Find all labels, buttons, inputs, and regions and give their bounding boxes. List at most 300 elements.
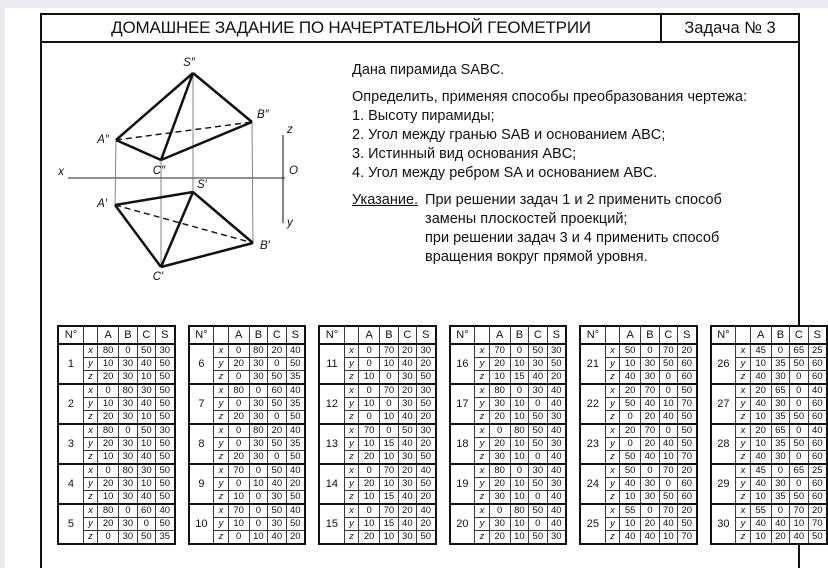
coord-value: 70 bbox=[659, 464, 677, 478]
coord-value: 10 bbox=[510, 518, 528, 531]
coord-label: z bbox=[475, 411, 489, 425]
coord-value: 10 bbox=[750, 531, 771, 545]
coord-value: 0 bbox=[771, 344, 789, 358]
coord-value: 50 bbox=[529, 478, 547, 491]
label-A2: A″ bbox=[97, 134, 109, 146]
coord-value: 60 bbox=[678, 371, 697, 385]
coord-value: 70 bbox=[489, 344, 510, 358]
frontal-projection bbox=[116, 73, 252, 160]
coord-value: 10 bbox=[620, 518, 641, 531]
variant-number: 23 bbox=[580, 424, 605, 464]
coord-label: z bbox=[605, 371, 619, 385]
coord-value: 10 bbox=[359, 371, 380, 385]
coord-value: 20 bbox=[489, 438, 510, 451]
coord-value: 20 bbox=[771, 531, 789, 545]
coord-value: 40 bbox=[286, 504, 305, 518]
coord-label: y bbox=[605, 478, 619, 491]
coord-value: 60 bbox=[808, 478, 827, 491]
coord-value: 50 bbox=[790, 491, 808, 505]
coord-value: 60 bbox=[808, 438, 827, 451]
coord-value: 20 bbox=[641, 518, 659, 531]
note-label: Указание. bbox=[352, 192, 419, 208]
coord-value: 50 bbox=[156, 451, 175, 465]
coord-value: 0 bbox=[359, 358, 380, 371]
label-origin: O bbox=[289, 165, 298, 177]
variant-number: 14 bbox=[319, 464, 344, 504]
coord-value: 50 bbox=[156, 464, 175, 478]
coord-value: 10 bbox=[359, 518, 380, 531]
coord-value: 30 bbox=[489, 491, 510, 505]
document-page bbox=[5, 8, 828, 568]
header-n: N° bbox=[189, 326, 214, 344]
header-C: C bbox=[790, 326, 808, 344]
variant-number: 27 bbox=[711, 384, 736, 424]
coord-value: 30 bbox=[641, 491, 659, 505]
coord-value: 0 bbox=[380, 424, 398, 438]
coord-value: 20 bbox=[417, 358, 436, 371]
coord-value: 50 bbox=[529, 531, 547, 545]
variant-number: 2 bbox=[58, 384, 83, 424]
coord-label: x bbox=[605, 504, 619, 518]
variant-number: 3 bbox=[58, 424, 83, 464]
coord-value: 20 bbox=[489, 531, 510, 545]
header-coord bbox=[83, 326, 97, 344]
coord-value: 30 bbox=[119, 438, 137, 451]
coord-value: 40 bbox=[286, 344, 305, 358]
coord-value: 60 bbox=[808, 358, 827, 371]
coord-value: 10 bbox=[489, 371, 510, 385]
coord-value: 50 bbox=[156, 398, 175, 411]
coord-value: 0 bbox=[489, 424, 510, 438]
coord-value: 50 bbox=[790, 411, 808, 425]
coord-value: 30 bbox=[156, 424, 175, 438]
coord-value: 10 bbox=[750, 491, 771, 505]
coord-value: 30 bbox=[641, 358, 659, 371]
coord-label: z bbox=[475, 531, 489, 545]
coord-value: 30 bbox=[119, 518, 137, 531]
header-A: A bbox=[228, 326, 249, 344]
coord-value: 40 bbox=[398, 411, 416, 425]
coord-value: 10 bbox=[228, 518, 249, 531]
coord-value: 0 bbox=[489, 504, 510, 518]
coord-value: 10 bbox=[137, 478, 155, 491]
coord-value: 20 bbox=[417, 411, 436, 425]
coord-value: 55 bbox=[620, 504, 641, 518]
coord-value: 20 bbox=[678, 464, 697, 478]
note-line-1: При решении задач 1 и 2 применить способ bbox=[425, 192, 722, 208]
coord-value: 65 bbox=[771, 384, 789, 398]
coord-label: z bbox=[214, 531, 228, 545]
coord-value: 50 bbox=[659, 491, 677, 505]
page-title: ДОМАШНЕЕ ЗАДАНИЕ ПО НАЧЕРТАТЕЛЬНОЙ ГЕОМЕТРИИ bbox=[111, 18, 591, 37]
coord-value: 10 bbox=[137, 438, 155, 451]
coord-value: 0 bbox=[510, 344, 528, 358]
header-S: S bbox=[417, 326, 436, 344]
coord-label: z bbox=[605, 411, 619, 425]
coord-value: 30 bbox=[529, 464, 547, 478]
coord-value: 30 bbox=[547, 344, 566, 358]
coord-value: 25 bbox=[808, 464, 827, 478]
coord-value: 30 bbox=[417, 384, 436, 398]
coord-value: 80 bbox=[98, 424, 119, 438]
coord-value: 20 bbox=[678, 504, 697, 518]
coord-value: 70 bbox=[678, 451, 697, 465]
header-n: N° bbox=[58, 326, 83, 344]
coord-value: 10 bbox=[359, 438, 380, 451]
coord-value: 0 bbox=[659, 424, 677, 438]
variant-number: 30 bbox=[711, 504, 736, 544]
header-B: B bbox=[641, 326, 659, 344]
coord-value: 10 bbox=[380, 451, 398, 465]
coord-value: 20 bbox=[398, 384, 416, 398]
coord-value: 45 bbox=[750, 344, 771, 358]
coord-value: 30 bbox=[249, 398, 267, 411]
coord-value: 10 bbox=[750, 438, 771, 451]
note-line-3: при решении задач 3 и 4 применить способ bbox=[425, 230, 720, 246]
coord-value: 40 bbox=[547, 491, 566, 505]
coord-value: 0 bbox=[98, 384, 119, 398]
coord-label: x bbox=[605, 344, 619, 358]
coord-label: x bbox=[83, 464, 97, 478]
coord-value: 70 bbox=[678, 398, 697, 411]
coord-value: 40 bbox=[398, 491, 416, 505]
coord-label: y bbox=[83, 518, 97, 531]
coord-value: 60 bbox=[808, 411, 827, 425]
coord-value: 50 bbox=[417, 451, 436, 465]
coord-value: 20 bbox=[228, 451, 249, 465]
task-number: Задача № 3 bbox=[660, 15, 798, 41]
variant-number: 21 bbox=[580, 344, 605, 384]
coord-label: y bbox=[736, 358, 750, 371]
coord-value: 0 bbox=[529, 451, 547, 465]
coord-label: x bbox=[344, 464, 358, 478]
coord-value: 0 bbox=[659, 371, 677, 385]
coord-value: 40 bbox=[547, 518, 566, 531]
coord-value: 0 bbox=[510, 384, 528, 398]
coord-value: 50 bbox=[268, 438, 286, 451]
variant-number: 28 bbox=[711, 424, 736, 464]
coord-label: y bbox=[736, 438, 750, 451]
coord-value: 10 bbox=[510, 478, 528, 491]
coord-value: 0 bbox=[359, 384, 380, 398]
coord-value: 0 bbox=[790, 398, 808, 411]
variant-number: 17 bbox=[450, 384, 475, 424]
coord-value: 80 bbox=[489, 464, 510, 478]
coord-label: y bbox=[605, 518, 619, 531]
coord-value: 0 bbox=[249, 504, 267, 518]
coord-label: y bbox=[214, 518, 228, 531]
coord-value: 0 bbox=[137, 518, 155, 531]
coord-value: 30 bbox=[547, 438, 566, 451]
coord-value: 10 bbox=[137, 411, 155, 425]
coord-value: 30 bbox=[398, 371, 416, 385]
note-line-2: замены плоскостей проекций; bbox=[425, 211, 628, 227]
coord-value: 70 bbox=[380, 464, 398, 478]
coord-value: 0 bbox=[98, 464, 119, 478]
coord-value: 50 bbox=[417, 371, 436, 385]
label-axis-y: y bbox=[287, 217, 293, 229]
coord-value: 70 bbox=[380, 384, 398, 398]
coord-value: 10 bbox=[98, 451, 119, 465]
coord-label: y bbox=[475, 398, 489, 411]
coord-label: x bbox=[214, 464, 228, 478]
coord-value: 0 bbox=[228, 438, 249, 451]
coord-value: 80 bbox=[249, 344, 267, 358]
header-S: S bbox=[547, 326, 566, 344]
coord-value: 40 bbox=[137, 451, 155, 465]
coord-value: 0 bbox=[359, 464, 380, 478]
coord-value: 70 bbox=[380, 504, 398, 518]
coord-value: 10 bbox=[659, 398, 677, 411]
coord-value: 20 bbox=[641, 438, 659, 451]
coord-value: 55 bbox=[750, 504, 771, 518]
coord-value: 50 bbox=[137, 424, 155, 438]
coord-value: 20 bbox=[398, 464, 416, 478]
coord-value: 40 bbox=[750, 398, 771, 411]
coord-value: 30 bbox=[641, 371, 659, 385]
coord-value: 15 bbox=[380, 518, 398, 531]
coord-value: 40 bbox=[750, 478, 771, 491]
coord-value: 50 bbox=[137, 531, 155, 545]
coord-value: 40 bbox=[286, 384, 305, 398]
coord-value: 20 bbox=[417, 491, 436, 505]
coord-value: 35 bbox=[771, 411, 789, 425]
coord-value: 40 bbox=[659, 411, 677, 425]
coord-value: 60 bbox=[808, 491, 827, 505]
coord-value: 40 bbox=[137, 491, 155, 505]
coord-value: 0 bbox=[659, 478, 677, 491]
label-C2: C″ bbox=[152, 165, 166, 177]
header-B: B bbox=[249, 326, 267, 344]
coord-value: 0 bbox=[771, 504, 789, 518]
header-S: S bbox=[286, 326, 305, 344]
coord-value: 30 bbox=[398, 398, 416, 411]
coord-value: 50 bbox=[156, 478, 175, 491]
variant-table-2 bbox=[188, 325, 307, 545]
variant-number: 10 bbox=[189, 504, 214, 544]
coord-value: 40 bbox=[547, 398, 566, 411]
header-S: S bbox=[678, 326, 697, 344]
coord-label: y bbox=[83, 478, 97, 491]
coord-label: x bbox=[214, 504, 228, 518]
coord-value: 40 bbox=[641, 531, 659, 545]
coord-value: 50 bbox=[156, 358, 175, 371]
coord-value: 60 bbox=[137, 504, 155, 518]
header-C: C bbox=[137, 326, 155, 344]
coord-value: 70 bbox=[678, 531, 697, 545]
coord-value: 0 bbox=[228, 344, 249, 358]
coord-label: z bbox=[736, 371, 750, 385]
coord-label: z bbox=[344, 491, 358, 505]
coord-value: 10 bbox=[249, 531, 267, 545]
coord-value: 50 bbox=[620, 398, 641, 411]
coord-value: 0 bbox=[268, 411, 286, 425]
header-A: A bbox=[98, 326, 119, 344]
coord-label: x bbox=[83, 344, 97, 358]
coord-value: 30 bbox=[137, 464, 155, 478]
coord-value: 30 bbox=[547, 478, 566, 491]
coord-value: 30 bbox=[417, 344, 436, 358]
coord-value: 50 bbox=[659, 358, 677, 371]
coord-label: z bbox=[344, 451, 358, 465]
coord-value: 0 bbox=[620, 438, 641, 451]
coord-label: x bbox=[475, 424, 489, 438]
coord-value: 30 bbox=[547, 411, 566, 425]
coord-label: x bbox=[605, 464, 619, 478]
coord-value: 10 bbox=[620, 491, 641, 505]
coord-value: 35 bbox=[156, 531, 175, 545]
coord-value: 60 bbox=[678, 478, 697, 491]
coord-label: y bbox=[344, 398, 358, 411]
coord-label: z bbox=[344, 531, 358, 545]
coord-value: 50 bbox=[286, 518, 305, 531]
coord-label: y bbox=[214, 478, 228, 491]
coord-value: 50 bbox=[286, 451, 305, 465]
coord-value: 40 bbox=[137, 358, 155, 371]
header-S: S bbox=[156, 326, 175, 344]
variant-number: 16 bbox=[450, 344, 475, 384]
coord-value: 50 bbox=[417, 531, 436, 545]
coord-value: 0 bbox=[119, 344, 137, 358]
coord-value: 60 bbox=[268, 384, 286, 398]
coord-value: 80 bbox=[489, 384, 510, 398]
coord-value: 15 bbox=[380, 438, 398, 451]
coord-value: 0 bbox=[249, 464, 267, 478]
label-S1: S′ bbox=[197, 179, 207, 191]
coord-value: 20 bbox=[417, 518, 436, 531]
coord-value: 50 bbox=[398, 424, 416, 438]
coord-value: 40 bbox=[547, 384, 566, 398]
coord-label: z bbox=[736, 411, 750, 425]
coord-value: 20 bbox=[268, 344, 286, 358]
coord-value: 50 bbox=[268, 464, 286, 478]
coord-value: 45 bbox=[750, 464, 771, 478]
coord-value: 50 bbox=[678, 438, 697, 451]
coord-label: y bbox=[605, 358, 619, 371]
variant-number: 1 bbox=[58, 344, 83, 384]
coord-value: 40 bbox=[268, 478, 286, 491]
coord-value: 50 bbox=[620, 451, 641, 465]
header-A: A bbox=[489, 326, 510, 344]
coord-value: 40 bbox=[398, 438, 416, 451]
coord-value: 40 bbox=[529, 371, 547, 385]
coord-value: 20 bbox=[286, 531, 305, 545]
coord-label: x bbox=[214, 384, 228, 398]
coord-value: 20 bbox=[808, 504, 827, 518]
coord-value: 50 bbox=[137, 344, 155, 358]
coord-value: 0 bbox=[228, 531, 249, 545]
coord-value: 20 bbox=[641, 411, 659, 425]
header-C: C bbox=[268, 326, 286, 344]
coord-value: 50 bbox=[678, 518, 697, 531]
coord-value: 30 bbox=[398, 478, 416, 491]
variant-number: 20 bbox=[450, 504, 475, 544]
coord-label: z bbox=[736, 451, 750, 465]
coord-value: 0 bbox=[659, 384, 677, 398]
coord-label: y bbox=[736, 518, 750, 531]
coord-value: 50 bbox=[620, 344, 641, 358]
coord-value: 40 bbox=[286, 424, 305, 438]
coord-value: 40 bbox=[417, 504, 436, 518]
coord-value: 40 bbox=[137, 398, 155, 411]
coord-value: 35 bbox=[771, 438, 789, 451]
coord-value: 50 bbox=[268, 371, 286, 385]
coord-value: 50 bbox=[268, 504, 286, 518]
variant-tables bbox=[57, 325, 828, 545]
coord-value: 40 bbox=[620, 371, 641, 385]
coord-value: 0 bbox=[790, 384, 808, 398]
label-A1: A′ bbox=[97, 198, 107, 210]
coord-value: 20 bbox=[489, 478, 510, 491]
coord-label: z bbox=[736, 491, 750, 505]
problem-item-4: 4. Угол между ребром SA и основанием ABC. bbox=[352, 165, 658, 181]
coord-label: x bbox=[344, 504, 358, 518]
coord-value: 0 bbox=[641, 504, 659, 518]
coord-value: 70 bbox=[228, 464, 249, 478]
coord-label: z bbox=[214, 451, 228, 465]
coord-value: 10 bbox=[790, 518, 808, 531]
coord-value: 70 bbox=[790, 504, 808, 518]
coord-value: 35 bbox=[771, 491, 789, 505]
header-C: C bbox=[529, 326, 547, 344]
coord-value: 0 bbox=[510, 464, 528, 478]
coord-value: 40 bbox=[547, 504, 566, 518]
coord-label: z bbox=[475, 451, 489, 465]
coord-value: 20 bbox=[359, 478, 380, 491]
variant-number: 6 bbox=[189, 344, 214, 384]
coord-value: 30 bbox=[249, 358, 267, 371]
header-coord bbox=[344, 326, 358, 344]
coord-value: 50 bbox=[417, 398, 436, 411]
coord-label: z bbox=[736, 531, 750, 545]
variant-table-4 bbox=[449, 325, 568, 545]
coord-value: 80 bbox=[98, 344, 119, 358]
coord-value: 30 bbox=[771, 398, 789, 411]
coord-value: 10 bbox=[659, 531, 677, 545]
coord-value: 30 bbox=[489, 518, 510, 531]
coord-value: 50 bbox=[156, 438, 175, 451]
coord-value: 30 bbox=[398, 531, 416, 545]
header-coord bbox=[214, 326, 228, 344]
coord-value: 10 bbox=[750, 358, 771, 371]
coord-value: 40 bbox=[659, 438, 677, 451]
coord-value: 10 bbox=[510, 358, 528, 371]
coord-value: 50 bbox=[529, 411, 547, 425]
variant-number: 8 bbox=[189, 424, 214, 464]
coord-label: x bbox=[83, 504, 97, 518]
coord-value: 50 bbox=[678, 411, 697, 425]
coord-value: 0 bbox=[119, 504, 137, 518]
coord-value: 0 bbox=[249, 384, 267, 398]
coord-value: 80 bbox=[119, 384, 137, 398]
coord-label: x bbox=[475, 504, 489, 518]
coord-value: 70 bbox=[641, 384, 659, 398]
coord-label: y bbox=[475, 518, 489, 531]
coord-value: 50 bbox=[156, 491, 175, 505]
variant-number: 19 bbox=[450, 464, 475, 504]
coord-value: 50 bbox=[529, 438, 547, 451]
coord-value: 10 bbox=[380, 531, 398, 545]
header-A: A bbox=[359, 326, 380, 344]
coord-label: z bbox=[605, 531, 619, 545]
coord-label: z bbox=[214, 411, 228, 425]
coord-value: 50 bbox=[286, 358, 305, 371]
coord-value: 50 bbox=[678, 384, 697, 398]
header-n: N° bbox=[711, 326, 736, 344]
coord-value: 35 bbox=[286, 371, 305, 385]
coord-value: 0 bbox=[249, 518, 267, 531]
label-B2: B″ bbox=[257, 109, 269, 121]
